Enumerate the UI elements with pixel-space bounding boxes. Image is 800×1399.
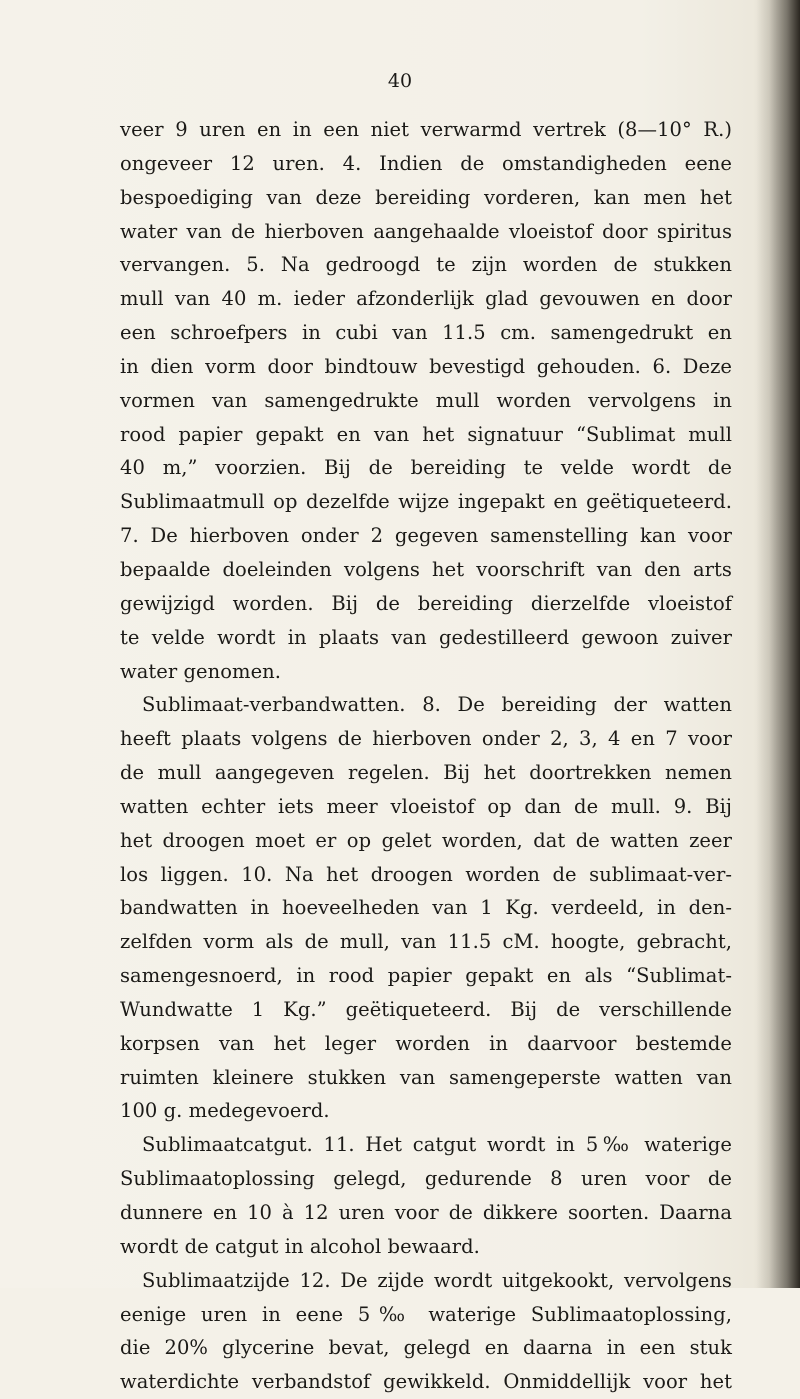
text-line: korpsen van het leger worden in daarvoor bestemde: [120, 1031, 732, 1055]
text-line: een schroefpers in cubi van 11.5 cm. samengedrukt en: [120, 321, 732, 345]
text-line: Sublimaatcatgut. 11. Het catgut wordt in 5‰ waterige: [142, 1133, 732, 1157]
text-line: zelfden vorm als de mull, van 11.5 cM. hoogte, gebracht,: [120, 930, 732, 954]
text-line: Sublimaat-verbandwatten. 8. De bereiding der watten: [142, 693, 732, 717]
text-line: dunnere en 10 à 12 uren voor de dikkere soorten. Daarna: [120, 1201, 732, 1224]
page-number: 40: [387, 70, 413, 92]
text-line: samengesnoerd, in rood papier gepakt en als “Sublimat-: [120, 964, 732, 988]
text-line: water genomen.: [120, 659, 282, 683]
text-line: bepaalde doeleinden volgens het voorschrift van den arts: [120, 557, 732, 581]
text-line: in dien vorm door bindtouw bevestigd gehouden. 6. Deze: [120, 354, 732, 378]
body-text: [120, 113, 732, 1399]
text-line: bespoediging van deze bereiding vorderen, kan men het: [120, 185, 732, 209]
text-line: mull van 40 m. ieder afzonderlijk glad gevouwen en door: [120, 287, 732, 311]
text-line: 100 g. medegevoerd.: [120, 1099, 330, 1123]
text-line: Wundwatte 1 Kg.” geëtiqueteerd. Bij de verschillende: [120, 997, 732, 1021]
text-line: los liggen. 10. Na het droogen worden de sublimaat-ver-: [120, 862, 732, 886]
text-line: ongeveer 12 uren. 4. Indien de omstandigheden eene: [120, 151, 732, 175]
text-line: vormen van samengedrukte mull worden vervolgens in: [120, 388, 732, 412]
text-line: bandwatten in hoeveelheden van 1 Kg. verdeeld, in den-: [120, 896, 732, 920]
text-line: het droogen moet er op gelet worden, dat de watten zeer: [120, 828, 732, 852]
text-line: rood papier gepakt en van het signatuur “Sublimat mull: [120, 422, 732, 446]
text-line: gewijzigd worden. Bij de bereiding dierzelfde vloeistof: [120, 591, 732, 615]
text-line: Sublimaatzijde 12. De zijde wordt uitgekookt, vervolgens: [142, 1268, 732, 1292]
binding-edge: [756, 0, 800, 1288]
text-line: vervangen. 5. Na gedroogd te zijn worden de stukken: [120, 253, 732, 277]
text-line: veer 9 uren en in een niet verwarmd vertrek (8—10° R.): [120, 118, 732, 141]
text-line: die 20% glycerine bevat, gelegd en daarna in een stuk: [120, 1336, 732, 1360]
text-line: eenige uren in eene 5‰ waterige Sublimaatoplossing,: [120, 1302, 732, 1326]
text-line: waterdichte verbandstof gewikkeld. Onmiddellijk voor het: [120, 1370, 732, 1394]
text-line: wordt de catgut in alcohol bewaard.: [120, 1234, 480, 1258]
text-line: Sublimaatmull op dezelfde wijze ingepakt en geëtiqueteerd.: [120, 490, 732, 514]
text-line: 40 m,” voorzien. Bij de bereiding te velde wordt de: [120, 456, 732, 480]
text-line: heeft plaats volgens de hierboven onder 2, 3, 4 en 7 voor: [120, 727, 732, 751]
text-line: de mull aangegeven regelen. Bij het doortrekken nemen: [120, 761, 732, 785]
text-line: water van de hierboven aangehaalde vloeistof door spiritus: [120, 219, 732, 243]
text-line: ruimten kleinere stukken van samengeperste watten van: [120, 1065, 732, 1089]
text-line: watten echter iets meer vloeistof op dan de mull. 9. Bij: [120, 794, 732, 818]
text-line: 7. De hierboven onder 2 gegeven samenstelling kan voor: [120, 524, 732, 548]
text-line: Sublimaatoplossing gelegd, gedurende 8 uren voor de: [120, 1167, 732, 1191]
text-line: te velde wordt in plaats van gedestilleerd gewoon zuiver: [120, 625, 732, 649]
